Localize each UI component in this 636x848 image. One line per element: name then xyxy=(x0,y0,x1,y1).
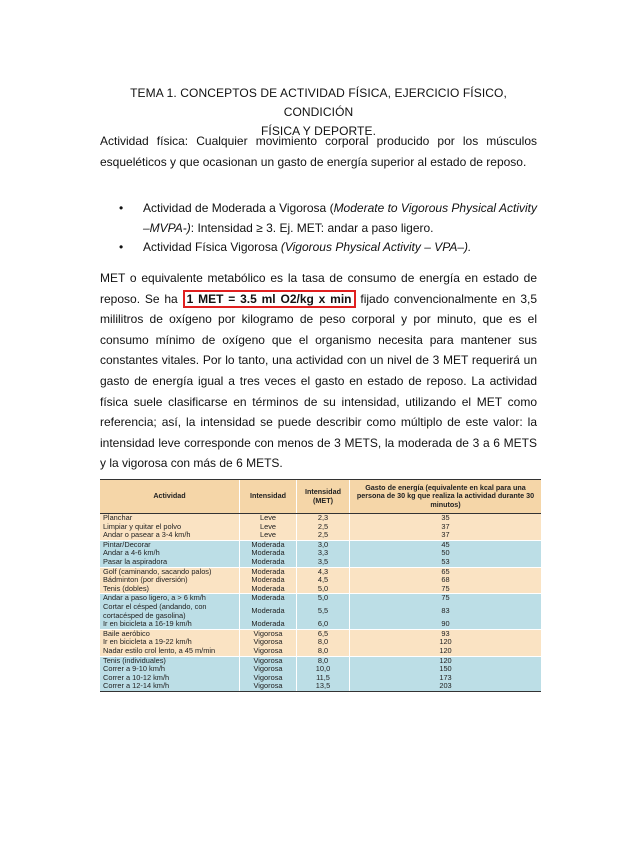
cell-activity: Correr a 12-14 km/h xyxy=(100,682,240,691)
cell-activity: Tenis (dobles) xyxy=(100,585,240,594)
bullet-item-mvpa xyxy=(100,199,537,238)
table-row xyxy=(100,531,541,540)
cell-energy: 173 xyxy=(350,674,542,683)
table-row xyxy=(100,558,541,567)
cell-activity: Andar o pasear a 3-4 km/h xyxy=(100,531,240,540)
cell-met: 13,5 xyxy=(297,682,350,691)
cell-intensity: Leve xyxy=(240,514,297,523)
cell-energy: 50 xyxy=(350,549,542,558)
cell-energy: 37 xyxy=(350,531,542,540)
header-intensity: Intensidad xyxy=(240,480,297,514)
cell-met: 5,5 xyxy=(297,603,350,620)
cell-intensity: Leve xyxy=(240,523,297,532)
cell-activity: Limpiar y quitar el polvo xyxy=(100,523,240,532)
table-row xyxy=(100,647,541,656)
bullet-text: Actividad de Moderada a Vigorosa ( xyxy=(143,201,334,215)
cell-met: 8,0 xyxy=(297,638,350,647)
cell-intensity: Moderada xyxy=(240,558,297,567)
cell-activity: Golf (caminando, sacando palos) xyxy=(100,567,240,576)
cell-met: 2,5 xyxy=(297,523,350,532)
cell-met: 8,0 xyxy=(297,656,350,665)
met-paragraph xyxy=(100,268,537,474)
cell-activity: Andar a paso ligero, a > 6 km/h xyxy=(100,594,240,603)
cell-intensity: Vigorosa xyxy=(240,665,297,674)
cell-met: 6,5 xyxy=(297,629,350,638)
cell-intensity: Vigorosa xyxy=(240,647,297,656)
definition-paragraph: Actividad física: Cualquier movimiento corporal producido por los músculos esqueléticos y que ocasionan un gasto de energía superior al estado de reposo. xyxy=(100,134,537,169)
cell-activity: Nadar estilo crol lento, a 45 m/min xyxy=(100,647,240,656)
cell-energy: 120 xyxy=(350,647,542,656)
cell-intensity: Vigorosa xyxy=(240,638,297,647)
cell-intensity: Vigorosa xyxy=(240,629,297,638)
header-activity: Actividad xyxy=(100,480,240,514)
cell-energy: 75 xyxy=(350,585,542,594)
cell-activity: Pintar/Decorar xyxy=(100,540,240,549)
cell-met: 5,0 xyxy=(297,594,350,603)
met-text-before: MET o equivalente metabólico es la tasa de consumo de energía en estado de reposo. Se ha xyxy=(100,271,537,306)
cell-energy: 150 xyxy=(350,665,542,674)
cell-energy: 53 xyxy=(350,558,542,567)
header-intensity-met: Intensidad (MET) xyxy=(297,480,350,514)
cell-met: 8,0 xyxy=(297,647,350,656)
cell-intensity: Vigorosa xyxy=(240,682,297,691)
bullet-text: Actividad Física Vigorosa xyxy=(143,240,281,255)
cell-met: 5,0 xyxy=(297,585,350,594)
bullet-text: : Intensidad ≥ 3. Ej. MET: andar a paso ligero. xyxy=(190,220,434,235)
cell-met: 6,0 xyxy=(297,620,350,629)
cell-met: 4,3 xyxy=(297,567,350,576)
cell-intensity: Vigorosa xyxy=(240,656,297,665)
cell-activity: Pasar la aspiradora xyxy=(100,558,240,567)
title-line-1: TEMA 1. CONCEPTOS DE ACTIVIDAD FÍSICA, EJERCICIO FÍSICO, CONDICIÓN xyxy=(130,86,507,119)
cell-intensity: Moderada xyxy=(240,549,297,558)
cell-energy: 37 xyxy=(350,523,542,532)
cell-activity: Ir en bicicleta a 19-22 km/h xyxy=(100,638,240,647)
cell-activity: Correr a 9-10 km/h xyxy=(100,665,240,674)
cell-met: 10,0 xyxy=(297,665,350,674)
cell-intensity: Moderada xyxy=(240,576,297,585)
cell-activity: Baile aeróbico xyxy=(100,629,240,638)
bullet-italic: (Vigorous Physical Activity – VPA–). xyxy=(280,240,472,255)
cell-met: 3,3 xyxy=(297,549,350,558)
cell-intensity: Moderada xyxy=(240,603,297,620)
cell-energy: 120 xyxy=(350,638,542,647)
met-highlight-box: 1 MET = 3.5 ml O2/kg x min xyxy=(183,290,356,308)
cell-met: 2,3 xyxy=(297,514,350,523)
cell-met: 11,5 xyxy=(297,674,350,683)
cell-energy: 83 xyxy=(350,603,542,620)
cell-energy: 35 xyxy=(350,514,542,523)
cell-met: 4,5 xyxy=(297,576,350,585)
cell-energy: 120 xyxy=(350,656,542,665)
cell-intensity: Moderada xyxy=(240,620,297,629)
cell-intensity: Moderada xyxy=(240,585,297,594)
cell-energy: 75 xyxy=(350,594,542,603)
cell-activity: Tenis (individuales) xyxy=(100,656,240,665)
cell-activity: Ir en bicicleta a 16-19 km/h xyxy=(100,620,240,629)
met-text-after: fijado convencionalmente en 3,5 mililitros de oxígeno por kilogramo de peso corporal y por minuto, que es el consumo mínimo de oxígeno que el organismo necesita para mantener sus constantes vitales. Por lo tanto, una actividad con un nivel de 3 MET requerirá un gasto de energía igual a tres veces el gasto en estado de reposo. La actividad física suele clasificarse en términos de su intensidad, utilizando el MET como referencia; así, la intensidad se puede describir como múltiplo de este valor: la intensidad leve corresponde con menos de 3 METS, la moderada de 3 a 6 METS y la vigorosa con más de 6 METS. xyxy=(100,291,537,471)
cell-intensity: Moderada xyxy=(240,594,297,603)
cell-activity: Correr a 10-12 km/h xyxy=(100,674,240,683)
title-line-2: FÍSICA Y DEPORTE. xyxy=(260,124,377,138)
cell-met: 2,5 xyxy=(297,531,350,540)
cell-intensity: Leve xyxy=(240,531,297,540)
bullet-list xyxy=(100,199,537,258)
bullet-dot-icon: • xyxy=(119,240,124,255)
cell-met: 3,5 xyxy=(297,558,350,567)
cell-energy: 68 xyxy=(350,576,542,585)
bullet-item-vpa xyxy=(100,238,537,258)
bullet-italic: Moderate to Vigorous Physical Activity –MVPA-) xyxy=(143,201,537,235)
cell-intensity: Moderada xyxy=(240,540,297,549)
cell-energy: 203 xyxy=(350,682,542,691)
cell-energy: 90 xyxy=(350,620,542,629)
cell-energy: 93 xyxy=(350,629,542,638)
bullet-dot-icon: • xyxy=(119,201,124,215)
cell-energy: 45 xyxy=(350,540,542,549)
cell-activity: Andar a 4-6 km/h xyxy=(100,549,240,558)
table-row xyxy=(100,682,541,691)
table-body xyxy=(100,514,541,692)
table-header-row xyxy=(100,480,541,514)
met-activity-table xyxy=(100,479,541,692)
cell-activity: Planchar xyxy=(100,514,240,523)
table-row xyxy=(100,603,541,620)
header-energy: Gasto de energía (equivalente en kcal para una persona de 30 kg que realiza la actividad durante 30 minutos) xyxy=(350,480,542,514)
cell-energy: 65 xyxy=(350,567,542,576)
cell-activity: Bádminton (por diversión) xyxy=(100,576,240,585)
cell-activity: Cortar el césped (andando, con cortacésped de gasolina) xyxy=(100,603,240,620)
cell-met: 3,0 xyxy=(297,540,350,549)
table-row xyxy=(100,620,541,629)
cell-intensity: Moderada xyxy=(240,567,297,576)
cell-intensity: Vigorosa xyxy=(240,674,297,683)
